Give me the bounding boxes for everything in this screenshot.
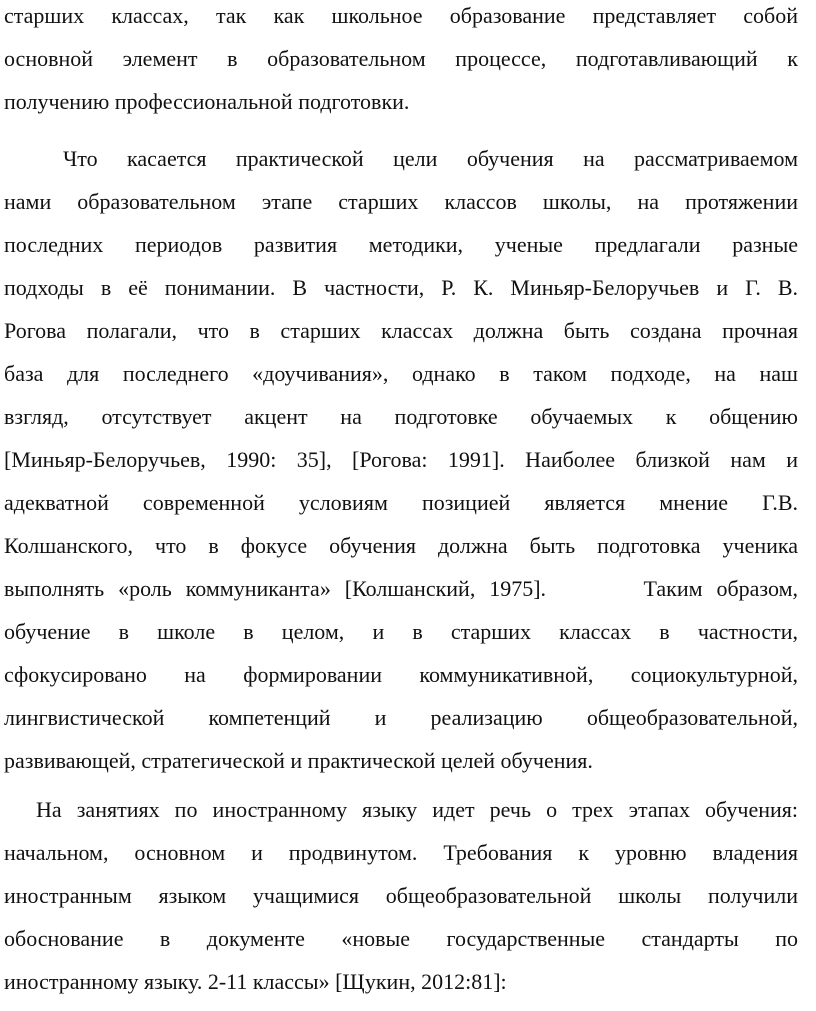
text-line: сфокусировано на формировании коммуникативной, социокультурной, [4, 662, 798, 687]
text-line: старших классах, так как школьное образование представляет собой [4, 3, 798, 28]
text-line: обоснование в документе «новые государственные стандарты по [4, 926, 798, 951]
text-line: [Миньяр-Белоручьев, 1990: 35], [Рогова: 1991]. Наиболее близкой нам и [4, 447, 798, 472]
text-line: взгляд, отсутствует акцент на подготовке обучаемых к общению [4, 404, 798, 429]
text-line: получению профессиональной подготовки. [4, 89, 410, 114]
text-line: основной элемент в образовательном процессе, подготавливающий к [4, 46, 798, 71]
text-line: лингвистической компетенций и реализацию общеобразовательной, [4, 705, 798, 730]
text-line: выполнять «роль коммуниканта» [Колшанский, 1975]. Таким образом, [4, 576, 798, 601]
text-line: последних периодов развития методики, ученые предлагали разные [4, 232, 798, 257]
text-line: база для последнего «доучивания», однако в таком подходе, на наш [4, 361, 798, 386]
text-line: иностранному языку. 2-11 классы» [Щукин, 2012:81]: [4, 969, 507, 994]
text-line: начальном, основном и продвинутом. Требования к уровню владения [4, 840, 798, 865]
text-line: Колшанского, что в фокусе обучения должна быть подготовка ученика [4, 533, 798, 558]
text-line: обучение в школе в целом, и в старших классах в частности, [4, 619, 798, 644]
text-line: подходы в её понимании. В частности, Р. К. Миньяр-Белоручьев и Г. В. [4, 275, 798, 300]
text-line: адекватной современной условиям позицией является мнение Г.В. [4, 490, 798, 515]
text-line: нами образовательном этапе старших классов школы, на протяжении [4, 189, 798, 214]
text-line: развивающей, стратегической и практической целей обучения. [4, 748, 593, 773]
text-line: На занятиях по иностранному языку идет речь о трех этапах обучения: [36, 797, 798, 822]
text-line: иностранным языком учащимися общеобразовательной школы получили [4, 883, 798, 908]
text-line: Рогова полагали, что в старших классах должна быть создана прочная [4, 318, 798, 343]
text-line: Что касается практической цели обучения на рассматриваемом [63, 146, 798, 171]
